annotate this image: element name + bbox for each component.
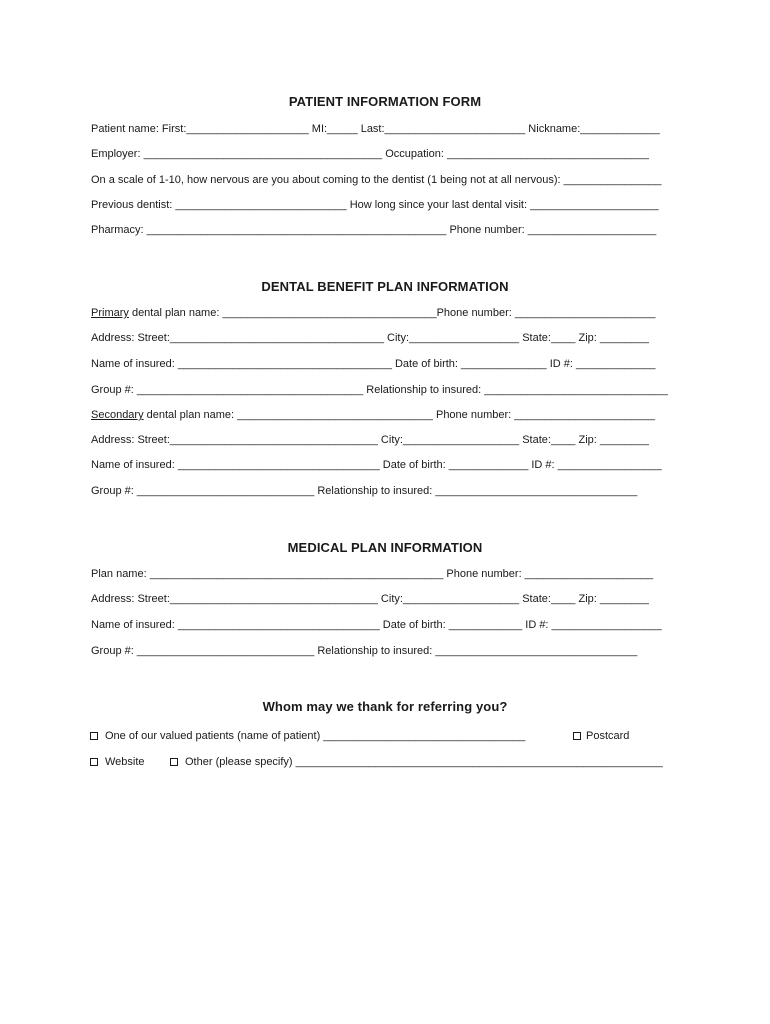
- primary-address-line[interactable]: Address: Street:___________________________________ City:__________________ State:____ Zip: ________: [91, 332, 649, 344]
- medical-insured-line[interactable]: Name of insured: _________________________________ Date of birth: ____________ ID #: __________________: [91, 619, 662, 631]
- dental-benefit-title: DENTAL BENEFIT PLAN INFORMATION: [261, 279, 509, 294]
- postcard-option[interactable]: [573, 730, 629, 742]
- primary-label: Primary: [91, 307, 129, 319]
- checkbox-icon[interactable]: [170, 758, 178, 766]
- patient-info-title: PATIENT INFORMATION FORM: [288, 94, 482, 109]
- other-option[interactable]: [170, 756, 680, 768]
- medical-plan-line[interactable]: Plan name: ________________________________________________ Phone number: _____________________: [91, 568, 654, 580]
- patient-name-line[interactable]: Patient name: First:____________________ MI:_____ Last:_______________________ Nickname:_____________: [91, 123, 660, 135]
- employer-line[interactable]: Employer: _______________________________________ Occupation: _________________________________: [91, 148, 649, 160]
- previous-dentist-line[interactable]: Previous dentist: ____________________________ How long since your last dental visit: _____________________: [91, 199, 659, 211]
- patient-referral-option[interactable]: [90, 730, 525, 742]
- primary-insured-line[interactable]: Name of insured: ___________________________________ Date of birth: ______________ ID #: _____________: [91, 358, 656, 370]
- postcard-label: Postcard: [586, 730, 630, 742]
- other-label: Other (please specify) ____________________________________________________________: [185, 756, 663, 768]
- secondary-group-line[interactable]: Group #: _____________________________ Relationship to insured: _________________________________: [91, 485, 638, 497]
- referral-title: Whom may we thank for referring you?: [262, 699, 508, 714]
- primary-plan-rest: dental plan name: ___________________________________Phone number: _______________________: [128, 307, 656, 319]
- checkbox-icon[interactable]: [90, 732, 98, 740]
- pharmacy-line[interactable]: Pharmacy: _________________________________________________ Phone number: _____________________: [91, 224, 657, 236]
- nervous-scale-line[interactable]: On a scale of 1-10, how nervous are you about coming to the dentist (1 being not at all nervous): ________________: [91, 174, 662, 186]
- secondary-plan-rest: dental plan name: ________________________________ Phone number: _______________________: [143, 409, 655, 421]
- website-label: Website: [105, 756, 145, 768]
- secondary-insured-line[interactable]: Name of insured: _________________________________ Date of birth: _____________ ID #: _________________: [91, 459, 662, 471]
- primary-plan-line[interactable]: [91, 307, 681, 319]
- checkbox-icon[interactable]: [573, 732, 581, 740]
- medical-group-line[interactable]: Group #: _____________________________ Relationship to insured: _________________________________: [91, 645, 638, 657]
- secondary-plan-line[interactable]: [91, 409, 681, 421]
- primary-group-line[interactable]: Group #: _____________________________________ Relationship to insured: ______________________________: [91, 384, 668, 396]
- secondary-label: Secondary: [91, 409, 144, 421]
- secondary-address-line[interactable]: Address: Street:__________________________________ City:___________________ State:____ Zip: ________: [91, 434, 649, 446]
- medical-address-line[interactable]: Address: Street:__________________________________ City:___________________ State:____ Zip: ________: [91, 593, 649, 605]
- medical-plan-title: MEDICAL PLAN INFORMATION: [287, 540, 483, 555]
- checkbox-icon[interactable]: [90, 758, 98, 766]
- website-option[interactable]: [90, 756, 145, 768]
- patient-referral-label: One of our valued patients (name of patient) _________________________________: [105, 730, 526, 742]
